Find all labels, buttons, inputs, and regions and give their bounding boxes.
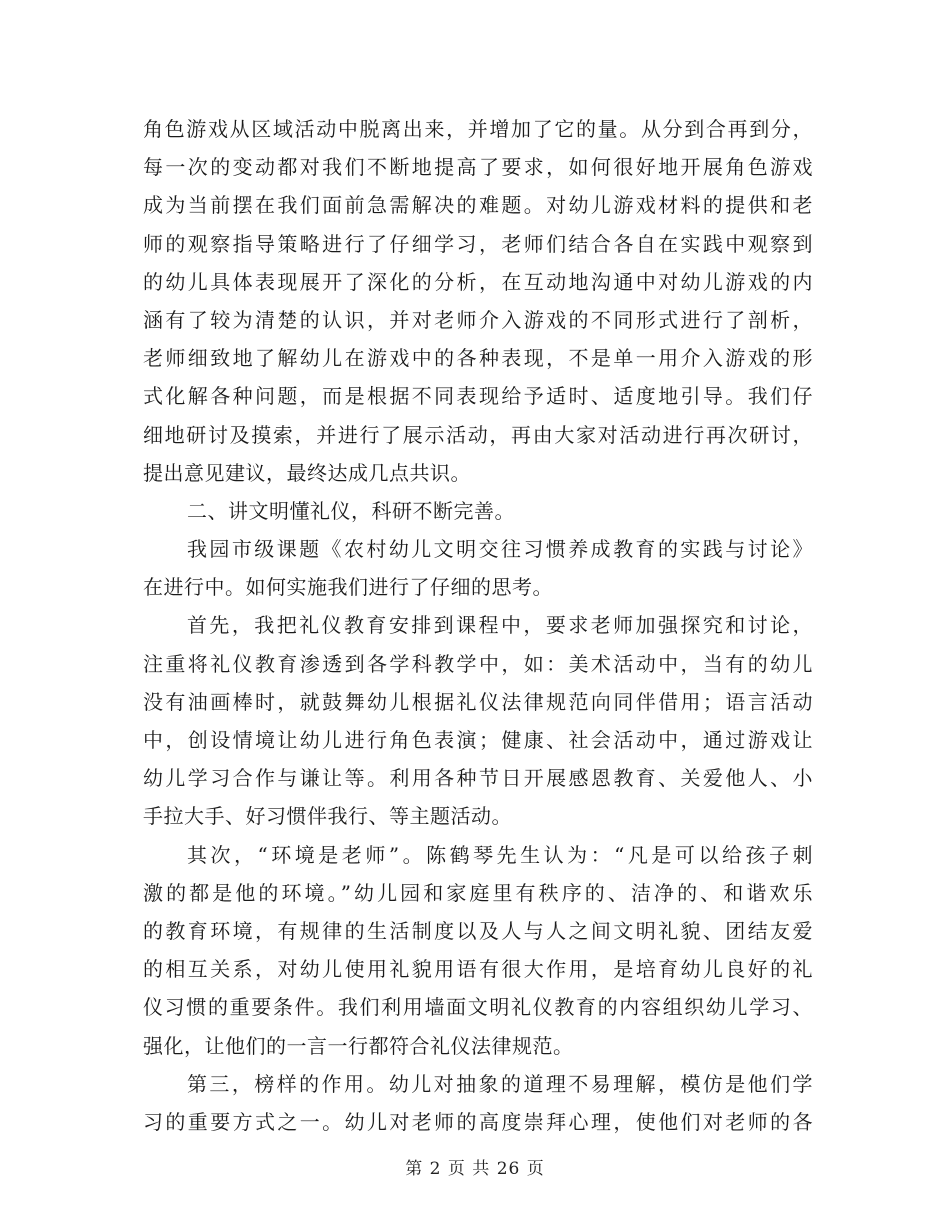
text-line: 首先，我把礼仪教育安排到课程中，要求老师加强探究和讨论， bbox=[187, 613, 813, 638]
paragraph-continued bbox=[143, 110, 813, 492]
section-heading bbox=[143, 492, 813, 530]
text-line: 中，创设情境让幼儿进行角色表演；健康、社会活动中，通过游戏让 bbox=[143, 728, 813, 752]
text-line: 涵有了较为清楚的认识，并对老师介入游戏的不同形式进行了剖析， bbox=[143, 307, 813, 332]
paragraph-topic bbox=[143, 530, 813, 606]
text-line: 老师细致地了解幼儿在游戏中的各种表现，不是单一用介入游戏的形 bbox=[143, 346, 813, 371]
text-line: 手拉大手、好习惯伴我行、等主题活动。 bbox=[143, 804, 512, 829]
text-line: 其次，“环境是老师”。陈鹤琴先生认为：“凡是可以给孩子刺 bbox=[187, 842, 813, 867]
text-line: 角色游戏从区域活动中脱离出来，并增加了它的量。从分到合再到分， bbox=[143, 117, 813, 141]
text-line: 第三，榜样的作用。幼儿对抽象的道理不易理解，模仿是他们学 bbox=[187, 1071, 813, 1096]
text-line: 我园市级课题《农村幼儿文明交往习惯养成教育的实践与讨论》 bbox=[187, 537, 813, 562]
text-line: 成为当前摆在我们面前急需解决的难题。对幼儿游戏材料的提供和老 bbox=[143, 193, 813, 218]
text-line: 幼儿学习合作与谦让等。利用各种节日开展感恩教育、关爱他人、小 bbox=[143, 766, 813, 791]
paragraph-first bbox=[143, 606, 813, 835]
text-line: 提出意见建议，最终达成几点共识。 bbox=[143, 460, 471, 485]
text-line: 仪习惯的重要条件。我们利用墙面文明礼仪教育的内容组织幼儿学习、 bbox=[143, 995, 813, 1020]
text-line: 没有油画棒时，就鼓舞幼儿根据礼仪法律规范向同伴借用；语言活动 bbox=[143, 689, 813, 714]
document-body bbox=[143, 110, 813, 1141]
paragraph-second bbox=[143, 836, 813, 1065]
paragraph-third bbox=[143, 1065, 813, 1141]
text-line: 的相互关系，对幼儿使用礼貌用语有很大作用，是培育幼儿良好的礼 bbox=[143, 957, 813, 982]
text-line: 的教育环境，有规律的生活制度以及人与人之间文明礼貌、团结友爱 bbox=[143, 918, 813, 943]
text-line: 师的观察指导策略进行了仔细学习，老师们结合各自在实践中观察到 bbox=[143, 231, 813, 256]
text-line: 的幼儿具体表现展开了深化的分析，在互动地沟通中对幼儿游戏的内 bbox=[143, 269, 813, 294]
heading-line: 二、讲文明懂礼仪，科研不断完善。 bbox=[187, 498, 515, 523]
text-line: 激的都是他的环境。”幼儿园和家庭里有秩序的、洁净的、和谐欢乐 bbox=[143, 880, 813, 905]
text-line: 每一次的变动都对我们不断地提高了要求，如何很好地开展角色游戏 bbox=[143, 155, 813, 180]
text-line: 细地研讨及摸索，并进行了展示活动，再由大家对活动进行再次研讨， bbox=[143, 422, 813, 447]
text-line: 强化，让他们的一言一行都符合礼仪法律规范。 bbox=[143, 1033, 574, 1058]
page-number-footer: 第 2 页 共 26 页 bbox=[405, 1159, 545, 1179]
text-line: 注重将礼仪教育渗透到各学科教学中，如：美术活动中，当有的幼儿 bbox=[143, 651, 813, 676]
text-line: 式化解各种问题，而是根据不同表现给予适时、适度地引导。我们仔 bbox=[143, 384, 813, 409]
text-line: 习的重要方式之一。幼儿对老师的高度崇拜心理，使他们对老师的各 bbox=[143, 1109, 813, 1134]
text-line: 在进行中。如何实施我们进行了仔细的思考。 bbox=[143, 575, 553, 600]
